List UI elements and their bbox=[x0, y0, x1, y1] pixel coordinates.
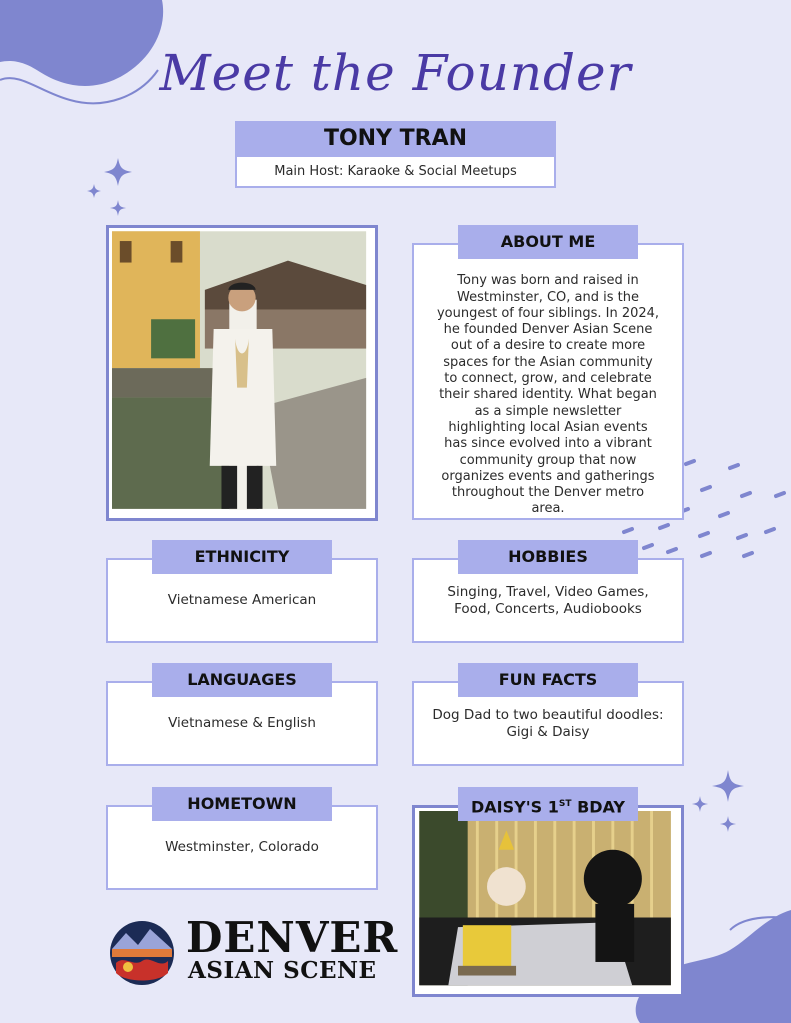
hometown-label: HOMETOWN bbox=[152, 787, 332, 821]
daisy-bday-photo bbox=[412, 805, 684, 997]
about-card bbox=[412, 243, 684, 520]
ethnicity-label: ETHNICITY bbox=[152, 540, 332, 574]
hometown-value: Westminster, Colorado bbox=[165, 839, 319, 855]
logo-line2: ASIAN SCENE bbox=[188, 957, 377, 984]
logo-line1: DENVER bbox=[186, 913, 399, 962]
languages-label: LANGUAGES bbox=[152, 663, 332, 697]
languages-value: Vietnamese & English bbox=[168, 715, 316, 731]
sparkle-icon bbox=[686, 768, 746, 842]
about-label: ABOUT ME bbox=[458, 225, 638, 259]
sparkle-icon bbox=[84, 156, 136, 222]
founder-name: TONY TRAN bbox=[235, 121, 556, 156]
fun-facts-value: Dog Dad to two beautiful doodles: Gigi & Daisy bbox=[432, 706, 664, 740]
bday-label-main: DAISY'S 1 bbox=[471, 797, 559, 817]
hobbies-value: Singing, Travel, Video Games, Food, Concerts, Audiobooks bbox=[447, 583, 649, 617]
bday-label bbox=[458, 787, 638, 821]
page-title: Meet the Founder bbox=[159, 44, 632, 102]
fun-facts-label: FUN FACTS bbox=[458, 663, 638, 697]
ethnicity-value: Vietnamese American bbox=[167, 592, 317, 608]
hobbies-label: HOBBIES bbox=[458, 540, 638, 574]
about-text: Tony was born and raised in Westminster, CO, and is the youngest of four siblings. In 2024, he founded Denver Asian Scene out of a desire to create more spaces for the Asian community to connect, grow, and celebrate their shared identity. What began as a simple newsletter highlighting local Asian events has since evolved into a vibrant community group that now organizes events and gatherings throughout the Denver metro area. bbox=[436, 273, 660, 517]
founder-role: Main Host: Karaoke & Social Meetups bbox=[235, 155, 556, 188]
logo bbox=[108, 913, 399, 989]
logo-emblem bbox=[108, 919, 176, 987]
founder-photo bbox=[106, 225, 378, 521]
bday-label-end: BDAY bbox=[571, 797, 625, 817]
bday-label-sup: ST bbox=[558, 799, 572, 809]
